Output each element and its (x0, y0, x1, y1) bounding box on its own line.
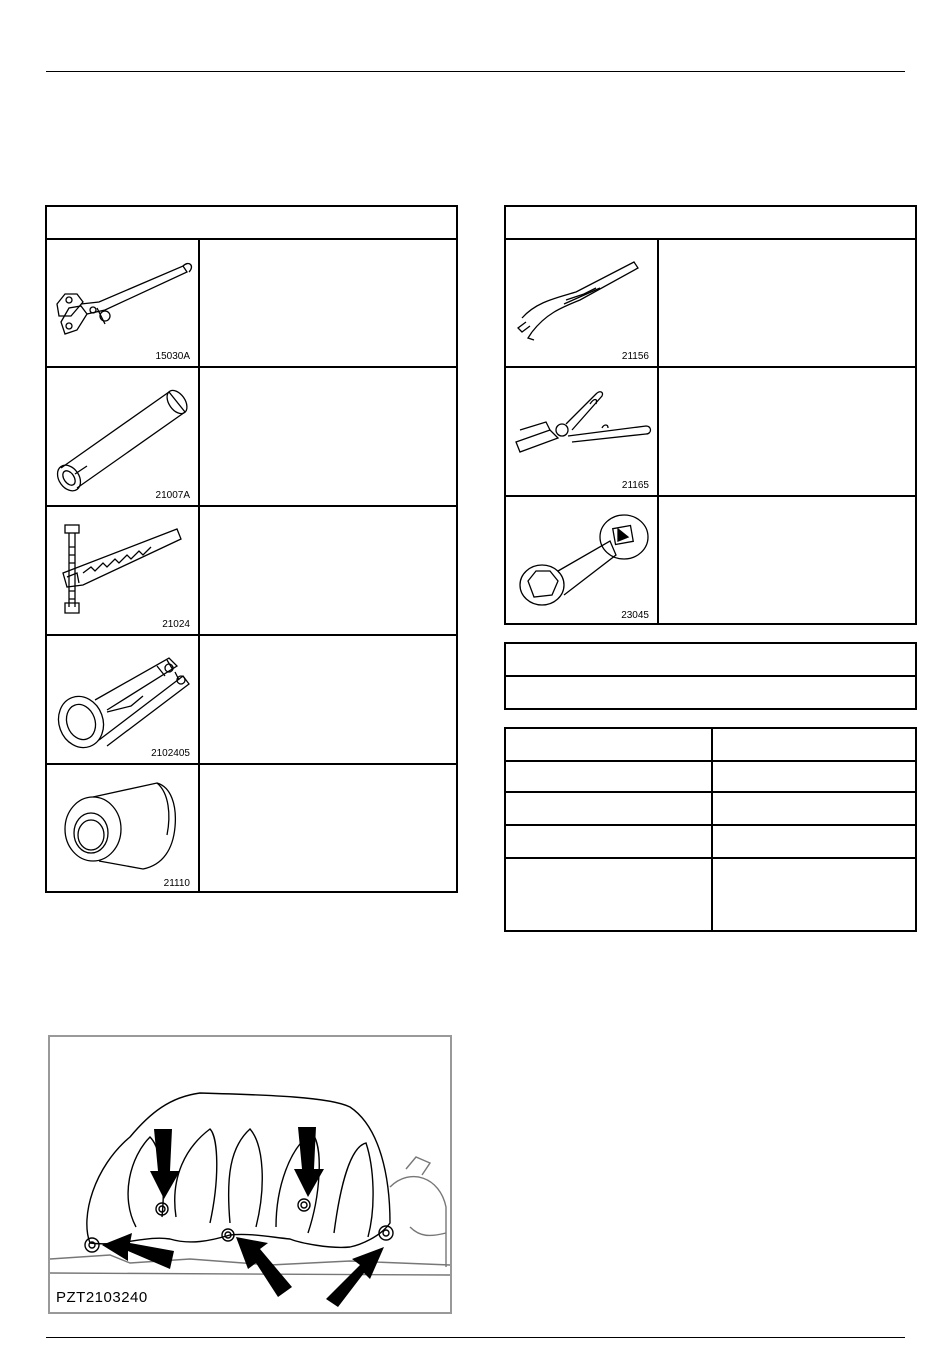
table-header (506, 207, 915, 240)
bolt-arrows (102, 1127, 384, 1307)
tool-code: 21007A (155, 490, 190, 501)
two-prong-puller-icon (47, 238, 198, 366)
tool-code: 21024 (162, 619, 190, 630)
spec-column-divider (711, 729, 713, 930)
tool-image-cell (47, 238, 200, 366)
tool-row (506, 497, 915, 625)
tool-code: 21165 (621, 480, 649, 491)
tool-code: 21110 (163, 878, 190, 889)
tool-image-cell (506, 368, 659, 495)
tool-row (47, 368, 456, 507)
ratchet-clamp-icon (47, 507, 198, 634)
tool-code: 23045 (621, 610, 649, 621)
tool-row (47, 238, 456, 368)
tool-image-cell (47, 368, 200, 505)
info-box (504, 642, 917, 710)
box-wrench-icon (506, 497, 657, 623)
bottom-rule (46, 1337, 905, 1338)
tool-image-cell (506, 238, 659, 366)
tool-image-cell (47, 507, 200, 634)
tool-image-cell (47, 636, 200, 763)
tool-code: 2102405 (151, 748, 190, 759)
exhaust-manifold-icon (50, 1037, 450, 1312)
specification-table (504, 727, 917, 932)
yoke-adapter-icon (47, 636, 198, 763)
special-tools-table-right (504, 205, 917, 625)
tool-row (47, 636, 456, 765)
tool-code: 15030A (155, 351, 190, 362)
tool-image-cell (47, 765, 200, 893)
tool-code: 21156 (621, 351, 649, 362)
tool-row (47, 507, 456, 636)
table-header (47, 207, 456, 240)
tweezer-tool-icon (506, 238, 657, 366)
info-box-header (506, 644, 915, 677)
exhaust-manifold-figure (48, 1035, 452, 1314)
tool-image-cell (506, 497, 659, 625)
figure-label: PZT2103240 (56, 1289, 148, 1306)
tool-row (47, 765, 456, 893)
tube-socket-icon (47, 368, 198, 505)
top-rule (46, 71, 905, 72)
tool-row (506, 368, 915, 497)
cup-adapter-icon (47, 765, 198, 891)
tool-row (506, 238, 915, 368)
hose-clamp-pliers-icon (506, 368, 657, 495)
special-tools-table-left (45, 205, 458, 893)
